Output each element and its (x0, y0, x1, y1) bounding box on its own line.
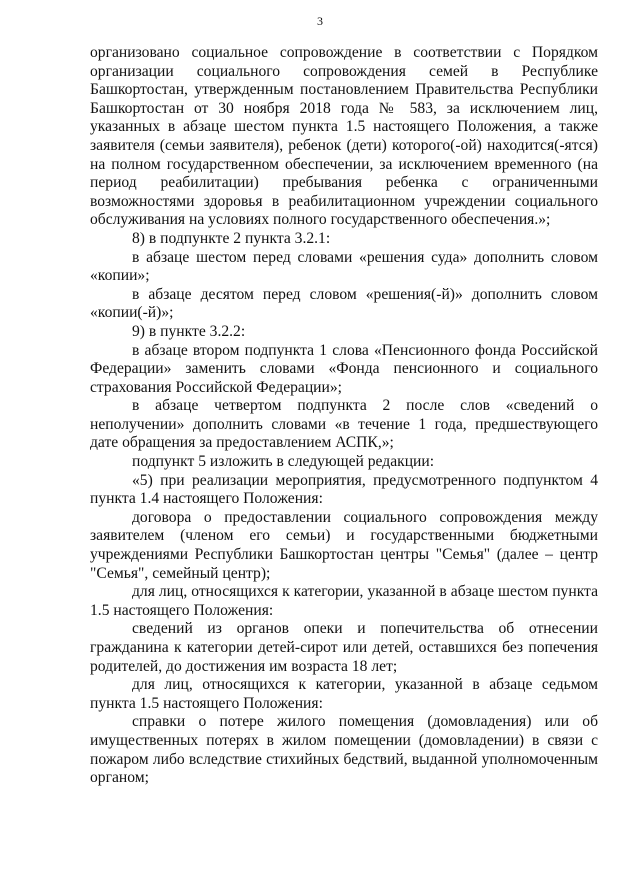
paragraph: сведений из органов опеки и попечительства об отнесении гражданина к категории детей-сирот или детей, оставшихся без попечения родителей, до достижения им возраста 18 лет; (90, 620, 598, 675)
page-number: 3 (317, 14, 323, 28)
paragraph: справки о потере жилого помещения (домовладения) или об имущественных потерях в жилом помещении (домовладении) в связи с пожаром либо вследствие стихийных бедствий, выданной уполномоченным органом; (90, 713, 598, 787)
paragraph: в абзаце шестом перед словами «решения суда» дополнить словом «копии»; (90, 248, 598, 285)
paragraph: в абзаце втором подпункта 1 слова «Пенсионного фонда Российской Федерации» заменить словами «Фонда пенсионного и социального страхования Российской Федерации»; (90, 341, 598, 396)
paragraph: в абзаце десятом перед словом «решения(-й)» дополнить словом «копии(-й)»; (90, 285, 598, 322)
paragraph: 9) в пункте 3.2.2: (132, 322, 246, 340)
document-body (90, 44, 598, 788)
paragraph: в абзаце четвертом подпункта 2 после слов «сведений о неполучении» дополнить словами «в течение 1 года, предшествующего дате обращения за предоставлением АСПК,»; (90, 397, 598, 452)
paragraph: подпункт 5 изложить в следующей редакции: (132, 453, 435, 471)
paragraph: для лиц, относящихся к категории, указанной в абзаце шестом пункта 1.5 настоящего Положения: (90, 583, 598, 619)
paragraph: договора о предоставлении социального сопровождения между заявителем (членом его семьи) и государственными бюджетными учреждениями Республики Башкортостан центры "Семья" (далее – центр "Семья", семейный центр); (90, 508, 598, 582)
paragraph: для лиц, относящихся к категории, указанной в абзаце седьмом пункта 1.5 настоящего Положения: (90, 676, 598, 712)
paragraph: «5) при реализации мероприятия, предусмотренного подпунктом 4 пункта 1.4 настоящего Положения: (90, 471, 598, 508)
paragraph: организовано социальное сопровождение в соответствии с Порядком организации социального сопровождения семей в Республике Башкортостан, утвержденным постановлением Правительства Республики Башкортостан от 30 ноября 2018 года № 583, за исключением лиц, указанных в абзаце шестом пункта 1.5 настоящего Положения, а также заявителя (семьи заявителя), ребенок (дети) которого(-ой) находится(-ятся) на полном государственном обеспечении, за исключением временного (на период реабилитации) пребывания ребенка с ограниченными возможностями здоровья в реабилитационном учреждении социального обслуживания на условиях полного государственного обеспечения.»; (90, 44, 598, 229)
paragraph: 8) в подпункте 2 пункта 3.2.1: (132, 229, 331, 247)
